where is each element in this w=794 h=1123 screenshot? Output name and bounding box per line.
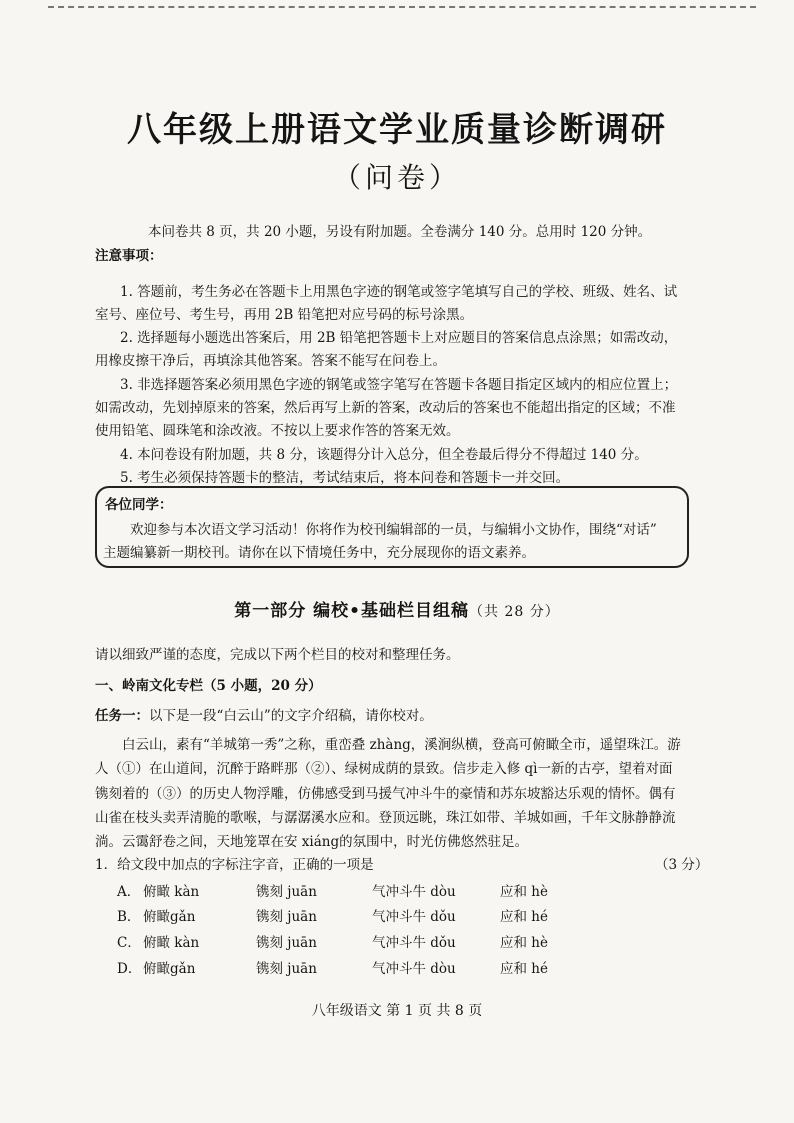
part1-points: （共 28 分）: [469, 604, 560, 620]
option-letter: D．: [117, 961, 142, 977]
option-item: 应和 hè: [500, 935, 548, 951]
task-text: 以下是一段“白云山”的文字介绍稿，请你校对。: [149, 708, 433, 724]
exam-intro: 本问卷共 8 页，共 20 小题，另设有附加题。全卷满分 140 分。总用时 120 分钟。: [148, 224, 652, 240]
greeting-line: 欢迎参与本次语文学习活动！你将作为校刊编辑部的一员，与编辑小文协作，围绕“对话”: [130, 522, 657, 538]
note-line: 2. 选择题每小题选出答案后，用 2B 铅笔把答题卡上对应题目的答案信息点涂黑；如需改动，: [120, 330, 678, 346]
option-item: 俯瞰gǎn: [143, 909, 196, 925]
note-line: 用橡皮擦干净后，再填涂其他答案。答案不能写在问卷上。: [95, 353, 446, 369]
greeting-heading: 各位同学：: [105, 497, 173, 513]
option-item: 镌刻 juān: [256, 909, 317, 925]
page-subtitle: （问卷）: [332, 161, 461, 194]
note-line: 4. 本问卷设有附加题，共 8 分，该题得分计入总分，但全卷最后得分不得超过 140 分。: [120, 447, 648, 463]
note-line: 3. 非选择题答案必须用黑色字迹的钢笔或签字笔写在答题卡各题目指定区域内的相应位置上；: [120, 377, 678, 393]
option-item: 气冲斗牛 dǒu: [372, 935, 456, 951]
option-item: 俯瞰gǎn: [143, 961, 196, 977]
option-letter: A．: [117, 884, 141, 900]
option-item: 气冲斗牛 dòu: [372, 961, 456, 977]
page-title: 八年级上册语文学业质量诊断调研: [127, 110, 667, 150]
part1-instruction: 请以细致严谨的态度，完成以下两个栏目的校对和整理任务。: [95, 647, 460, 663]
option-letter: B．: [117, 909, 141, 925]
question-stem: 1．给文段中加点的字标注字音，正确的一项是: [95, 857, 374, 873]
task-line: [95, 704, 433, 728]
page-footer: 八年级语文 第 1 页 共 8 页: [311, 1003, 483, 1019]
note-line: 使用铅笔、圆珠笔和涂改液。不按以上要求作答的答案无效。: [95, 423, 460, 439]
option-item: 俯瞰 kàn: [143, 935, 200, 951]
option-item: 应和 hé: [500, 909, 548, 925]
option-item: 应和 hé: [500, 961, 548, 977]
part1-title-text: 第一部分 编校•基础栏目组稿: [234, 601, 470, 621]
passage-line: 镌刻着的（③）的历史人物浮雕，仿佛感受到马援气冲斗牛的豪情和苏东坡豁达乐观的情怀。偶有: [95, 786, 676, 802]
task-label: 任务一：: [95, 708, 149, 724]
part1-title: [0, 596, 794, 621]
greeting-line: 主题编纂新一期校刊。请你在以下情境任务中，充分展现你的语文素养。: [103, 545, 535, 561]
option-letter: C．: [117, 935, 141, 951]
note-line: 5. 考生必须保持答题卡的整洁，考试结束后，将本问卷和答题卡一并交回。: [120, 470, 570, 486]
scan-top-dashed-line: [48, 6, 756, 8]
question-score: （3 分）: [655, 857, 709, 873]
notes-heading: 注意事项：: [95, 248, 163, 264]
option-item: 俯瞰 kàn: [143, 884, 200, 900]
passage-line: 山雀在枝头卖弄清脆的歌喉，与潺潺溪水应和。登顶远眺，珠江如带、羊城如画，千年文脉静静流: [95, 810, 676, 826]
passage-line: 人（①）在山道间，沉醉于路畔那（②）、绿树成荫的景致。信步走入修 qì一新的古亭，望着对面: [95, 761, 673, 777]
option-item: 镌刻 juān: [256, 935, 317, 951]
option-item: 气冲斗牛 dǒu: [372, 909, 456, 925]
note-line: 1. 答题前，考生务必在答题卡上用黑色字迹的钢笔或签字笔填写自己的学校、班级、姓名、试: [120, 284, 678, 300]
note-line: 如需改动，先划掉原来的答案，然后再写上新的答案，改动后的答案也不能超出指定的区域；不准: [95, 400, 676, 416]
option-item: 镌刻 juān: [256, 884, 317, 900]
option-item: 应和 hè: [500, 884, 548, 900]
option-item: 气冲斗牛 dòu: [372, 884, 456, 900]
passage-line: 淌。云霭舒卷之间，天地笼罩在安 xiáng的氛围中，时光仿佛悠然驻足。: [95, 834, 529, 850]
note-line: 室号、座位号、考生号，再用 2B 铅笔把对应号码的标号涂黑。: [95, 307, 474, 323]
option-item: 镌刻 juān: [256, 961, 317, 977]
section-heading: 一、岭南文化专栏（5 小题，20 分）: [95, 678, 322, 694]
passage-line: 白云山，素有“羊城第一秀”之称，重峦叠 zhàng，溪涧纵横，登高可俯瞰全市，遥望珠江。游: [122, 737, 681, 753]
